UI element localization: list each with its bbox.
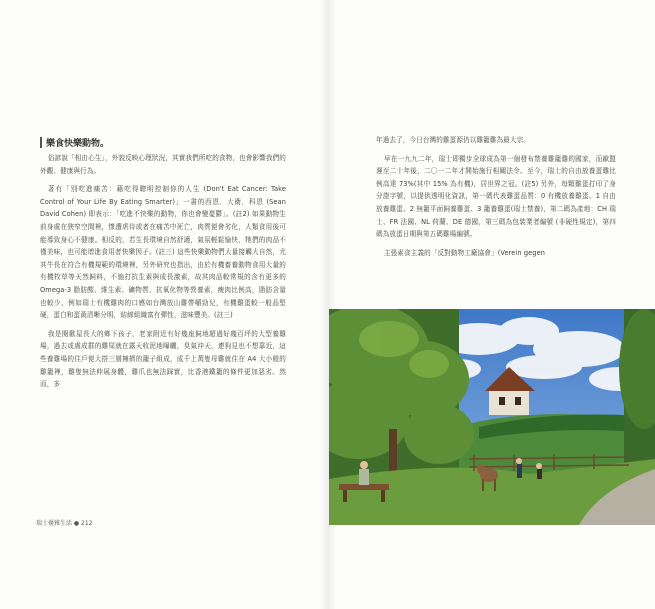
left-column	[40, 152, 286, 397]
left-page	[0, 0, 327, 609]
right-column	[376, 134, 616, 265]
farm-photo-graphic	[329, 309, 655, 525]
paragraph: 主張素食主義的「反對動物工廠協會」(Verein gegen	[383, 248, 546, 257]
section-heading	[40, 136, 109, 149]
farm-photo	[329, 309, 655, 525]
heading-bar	[40, 137, 42, 148]
paragraph: 年過去了，今日台灣的雞蛋源仍以雞籠雞為最大宗。	[376, 136, 530, 144]
section-heading-text: 樂食快樂動物。	[46, 139, 110, 149]
paragraph: 著有「別吃進痛苦：藉吃得聰明控制你的人生 (Don't Eat Cancer: Take Control of Your Life By Eating Smarter)」一書的西恩．大衛．科恩 (Sean David Cohen) 即表示：「吃進不快樂的動物，你也會變憂鬱」。(註2) 如果動物生前身處在狹窄空間裡，慘遭虐待或者在痛苦中死亡，肉質便會劣化，人類食用後可能導致身心不健康。相反的，若生長環境自然舒適，氣氛輕鬆愉快，牠們的肉品不僅美味，也可能增進食用者快樂因子。(註三) 這些快樂動物們大量接觸大自然，尤其牛長在符合有機規範的環境裡，另外研究也指出，由於有機畜養動物食用大量的有機牧草等天然飼料，不施打抗生素與成長激素，故其肉品較常規的含有更多的 Omega-3 脂肪酸、維生素、礦物質、抗氧化物等營養素，瘦肉比例高，脂肪含量也較少，例如瑞士有機雞肉的口感如台灣放山雞帶嚼勁兒，有機雞蛋較一般品堅硬，蛋白和蛋黃清晰分明，結締組織富有彈性，滋味豐美。(註三)	[40, 185, 286, 320]
page-footer: 瑞士優雅生活 ● 212	[36, 520, 93, 527]
paragraph: 早在一九九二年，瑞士即獨步全球成為第一個發布禁養雞籠雞的國家，而歐盟遲至二十年後，二〇一二年才開始施行相關法令。至今，瑞士的自由放養蛋雞比例高達 73%(其中 15% 為有機)，居世界之冠。(註5) 另外，每顆雞蛋打印了身分證字號，以提供透明化資訊，第一碼代表雞蛋品質：0 有機放養雞蛋、1 自由放養雞蛋、2 無籠平面飼養雞蛋、3 籠養雞蛋(瑞士禁養)，第二碼為產地：CH 瑞士、FR 法國、NL 荷蘭、DE 德國，第三碼為包裝業者編號 (非硬性規定)，第四碼為放蛋日期與第五碼雞場編號。	[376, 154, 616, 239]
paragraph: 俗諺說「相由心生」，外貌反映心理狀況，其實我們所吃的食物，也會影響我們的外觀、健康與行為。	[40, 154, 286, 175]
paragraph: 我是閱歡屋長大的鄉下孩子，老家附近有好幾座飼地超過好幾百坪的大型養雞場，過去或處成群的雞屎就在露天收泥地曝曬，臭氣沖天，連狗見也不想靠近，這些養雞場的住戶便大搭三層擁擠的籠子組成，成千上萬隻母雞就住在 A4 大小般的雞籠裡，雞隻無法伸展身體，雞爪也無法踩實，比香港鐵籠的條件更加惡劣。然而，多	[40, 329, 286, 389]
